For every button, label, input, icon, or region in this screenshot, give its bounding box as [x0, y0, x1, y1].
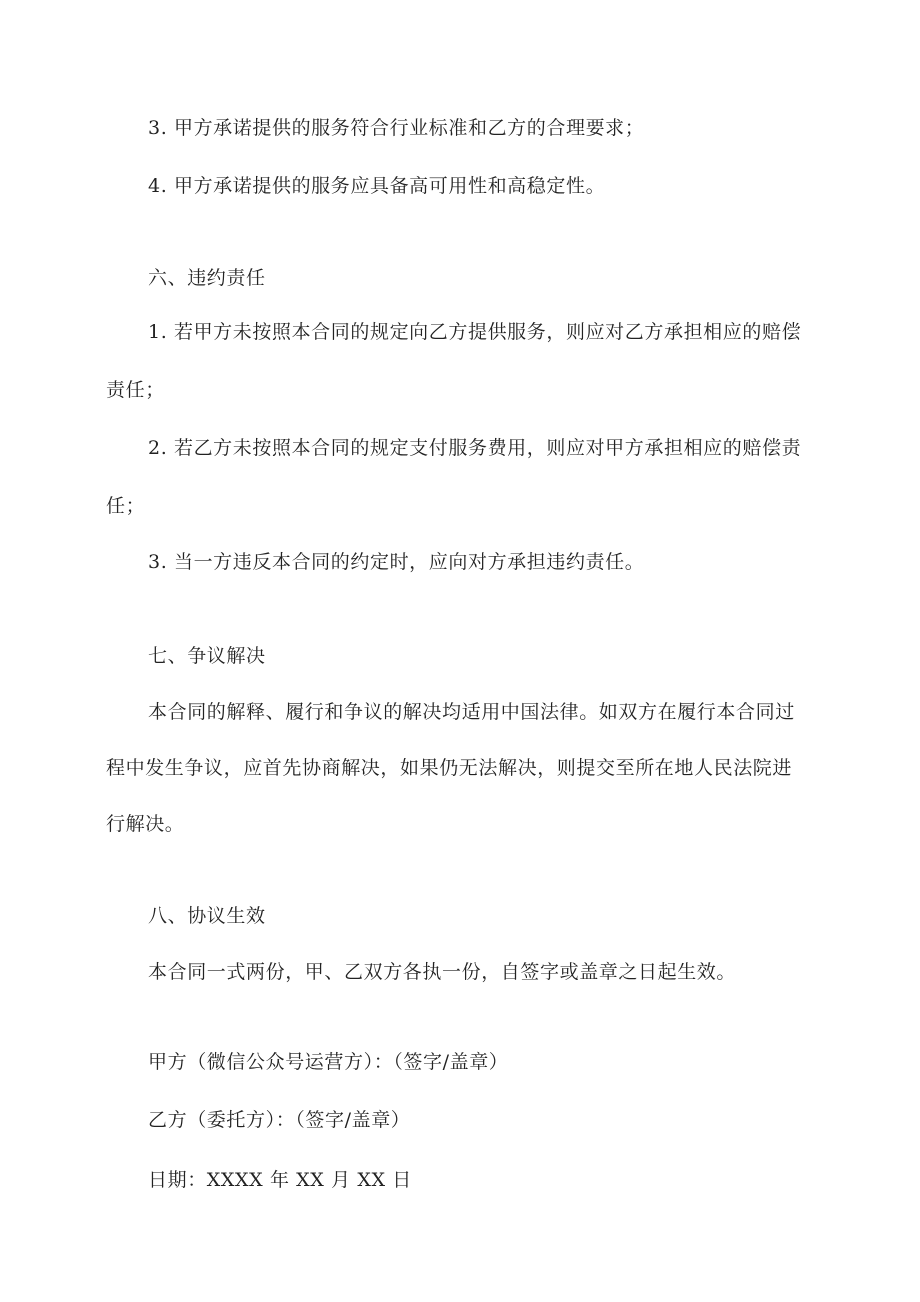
signature-date: 日期：XXXX 年 XX 月 XX 日	[148, 1169, 412, 1191]
section-8-heading: 八、协议生效	[148, 905, 266, 927]
party-a-signature: 甲方（微信公众号运营方）：（签字/盖章）	[148, 1051, 509, 1073]
clause-6-item-1-line-2: 责任；	[106, 379, 165, 401]
clause-6-item-2-line-2: 任；	[106, 495, 146, 517]
section-6-heading: 六、违约责任	[148, 267, 266, 289]
clause-6-item-2-line-1: 2. 若乙方未按照本合同的规定支付服务费用，则应对甲方承担相应的赔偿责	[148, 437, 802, 459]
clause-6-item-1-line-1: 1. 若甲方未按照本合同的规定向乙方提供服务，则应对乙方承担相应的赔偿	[148, 321, 802, 343]
clause-7-line-2: 程中发生争议，应首先协商解决，如果仍无法解决，则提交至所在地人民法院进	[106, 757, 793, 779]
clause-5-item-3: 3. 甲方承诺提供的服务符合行业标准和乙方的合理要求；	[148, 117, 645, 139]
section-7-heading: 七、争议解决	[148, 645, 266, 667]
clause-7-line-1: 本合同的解释、履行和争议的解决均适用中国法律。如双方在履行本合同过	[148, 701, 795, 723]
clause-8-line-1: 本合同一式两份，甲、乙双方各执一份，自签字或盖章之日起生效。	[148, 961, 737, 983]
clause-6-item-3: 3. 当一方违反本合同的约定时，应向对方承担违约责任。	[148, 551, 645, 573]
clause-5-item-4: 4. 甲方承诺提供的服务应具备高可用性和高稳定性。	[148, 175, 606, 197]
clause-7-line-3: 行解决。	[106, 813, 185, 835]
party-b-signature: 乙方（委托方）：（签字/盖章）	[148, 1109, 411, 1131]
